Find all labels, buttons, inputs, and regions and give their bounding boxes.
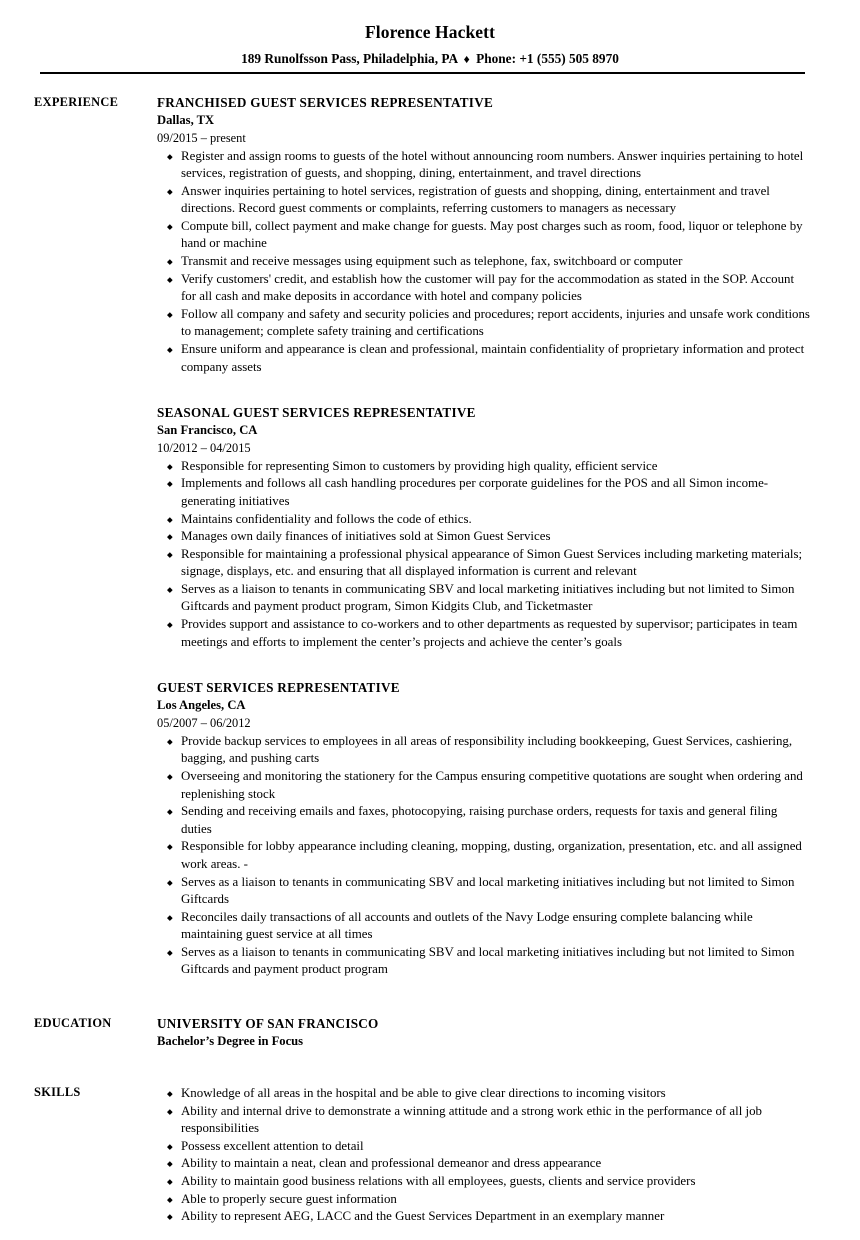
list-item: ◆ Ability and internal drive to demonstrate a winning attitude and a strong work ethic in the performance of all job responsibilities: [157, 1103, 810, 1138]
list-item: ◆ Manages own daily finances of initiatives sold at Simon Guest Services: [157, 528, 810, 546]
diamond-separator-icon: ♦: [463, 52, 470, 66]
job-location: Los Angeles, CA: [157, 698, 246, 713]
education-degree: Bachelor’s Degree in Focus: [157, 1033, 304, 1048]
job-dates: 10/2012 – 04/2015: [157, 440, 251, 455]
list-item: ◆ Responsible for representing Simon to customers by providing high quality, efficient service: [157, 458, 810, 476]
section-label-skills: SKILLS: [34, 1085, 81, 1100]
list-item: ◆ Register and assign rooms to guests of the hotel without announcing room numbers. Answer inquiries pertaining to hotel services, registration of guests, and shopping, dining, entertainment, and travel directions: [157, 148, 810, 183]
job-title: FRANCHISED GUEST SERVICES REPRESENTATIVE: [157, 95, 494, 110]
list-item: ◆ Ability to maintain good business relations with all employees, guests, clients and service providers: [157, 1173, 810, 1191]
list-item: ◆ Verify customers' credit, and establish how the customer will pay for the accommodation as stated in the SOP. Account for all cash and make deposits in accordance with hotel and company policies: [157, 271, 810, 306]
resume-header: [0, 0, 860, 74]
list-item: ◆ Compute bill, collect payment and make change for guests. May post charges such as room, food, liquor or telephone by hand or machine: [157, 218, 810, 253]
job-title: GUEST SERVICES REPRESENTATIVE: [157, 680, 400, 696]
job-bullets: [157, 148, 810, 377]
header-divider: [40, 72, 805, 74]
list-item: ◆ Able to properly secure guest information: [157, 1191, 810, 1209]
skills-list: [157, 1085, 810, 1226]
list-item: ◆ Ability to represent AEG, LACC and the Guest Services Department in an exemplary manner: [157, 1208, 810, 1226]
job-location: Dallas, TX: [157, 113, 215, 127]
list-item: ◆ Responsible for lobby appearance including cleaning, mopping, dusting, organization, presentation, etc. and all assigned work areas. -: [157, 838, 810, 873]
list-item: ◆ Ensure uniform and appearance is clean and professional, maintain confidentiality of proprietary information and protect company assets: [157, 341, 810, 376]
contact-phone: Phone: +1 (555) 505 8970: [476, 51, 619, 66]
list-item: ◆ Responsible for maintaining a professional physical appearance of Simon Guest Services including marketing materials; signage, displays, etc. and ensuring that all displayed information is current and relevant: [157, 546, 810, 581]
list-item: ◆ Answer inquiries pertaining to hotel services, registration of guests and shopping, dining, entertainment and travel directions. Record guest comments or complaints, referring customers to managers as necessary: [157, 183, 810, 218]
list-item: ◆ Overseeing and monitoring the stationery for the Campus ensuring competitive quotations are sought when ordering and replenishing stock: [157, 768, 810, 803]
section-skills: [0, 1084, 860, 1226]
section-education: [0, 1015, 860, 1050]
job-location: San Francisco, CA: [157, 423, 258, 438]
education-list: [157, 1015, 860, 1050]
job-bullets: [157, 458, 810, 652]
section-experience: [0, 94, 860, 979]
list-item: ◆ Knowledge of all areas in the hospital and be able to give clear directions to incoming visitors: [157, 1085, 810, 1103]
list-item: ◆ Serves as a liaison to tenants in communicating SBV and local marketing initiatives including but not limited to Simon Giftcards: [157, 874, 810, 909]
list-item: ◆ Provide backup services to employees in all areas of responsibility including bookkeeping, Guest Services, cashiering, bagging, and pushing carts: [157, 733, 810, 768]
education-school: UNIVERSITY OF SAN FRANCISCO: [157, 1016, 379, 1032]
experience-item: [157, 679, 810, 979]
education-item: [157, 1015, 810, 1050]
experience-list: [157, 94, 860, 979]
list-item: ◆ Maintains confidentiality and follows the code of ethics.: [157, 511, 810, 529]
section-label-experience: EXPERIENCE: [34, 95, 119, 109]
job-dates: 05/2007 – 06/2012: [157, 715, 251, 730]
list-item: ◆ Transmit and receive messages using equipment such as telephone, fax, switchboard or computer: [157, 253, 810, 271]
job-bullets: [157, 733, 810, 979]
skills-content: [157, 1084, 860, 1226]
list-item: ◆ Implements and follows all cash handling procedures per corporate guidelines for the POS and all Simon income-generating initiatives: [157, 475, 810, 510]
section-label-education: EDUCATION: [34, 1016, 112, 1031]
list-item: ◆ Sending and receiving emails and faxes, photocopying, raising purchase orders, requests for taxis and general filing duties: [157, 803, 810, 838]
experience-item: [157, 94, 810, 376]
list-item: ◆ Possess excellent attention to detail: [157, 1138, 810, 1156]
contact-address: 189 Runolfsson Pass, Philadelphia, PA: [241, 51, 458, 66]
contact-line: [0, 50, 860, 68]
experience-item: [157, 404, 810, 651]
job-dates: 09/2015 – present: [157, 130, 246, 145]
page-title: Florence Hackett: [364, 22, 496, 42]
list-item: ◆ Follow all company and safety and security policies and procedures; report accidents, injuries and unsafe work conditions to management; complete safety training and certifications: [157, 306, 810, 341]
list-item: ◆ Serves as a liaison to tenants in communicating SBV and local marketing initiatives including but not limited to Simon Giftcards and payment product program: [157, 944, 810, 979]
list-item: ◆ Serves as a liaison to tenants in communicating SBV and local marketing initiatives including but not limited to Simon Giftcards and payment product program, Simon Kidgits Club, and Ticketmaster: [157, 581, 810, 616]
job-title: SEASONAL GUEST SERVICES REPRESENTATIVE: [157, 405, 476, 421]
list-item: ◆ Provides support and assistance to co-workers and to other departments as requested by supervisor; participates in team meetings and efforts to implement the center’s projects and achieve the center’s goals: [157, 616, 810, 651]
list-item: ◆ Ability to maintain a neat, clean and professional demeanor and dress appearance: [157, 1155, 810, 1173]
list-item: ◆ Reconciles daily transactions of all accounts and outlets of the Navy Lodge ensuring complete balancing while maintaining guest service at all times: [157, 909, 810, 944]
